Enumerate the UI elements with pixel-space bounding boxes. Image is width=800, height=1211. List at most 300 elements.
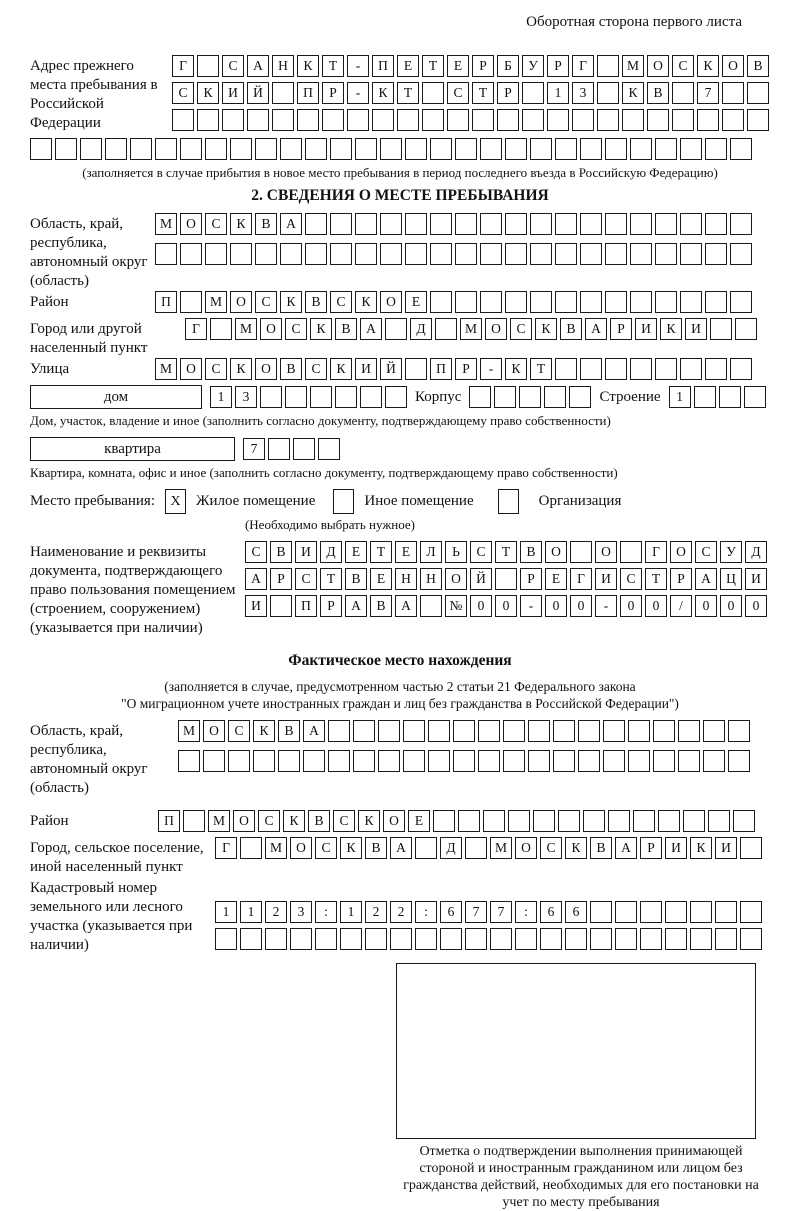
actual-city-block <box>30 837 770 877</box>
char-cell: У <box>720 541 742 563</box>
char-cell <box>385 386 407 408</box>
char-cell <box>590 901 612 923</box>
char-cell: О <box>383 810 405 832</box>
char-cell <box>605 291 627 313</box>
char-cell: А <box>303 720 325 742</box>
house-type-box: дом <box>30 385 202 409</box>
char-cell: П <box>158 810 180 832</box>
char-cell: С <box>470 541 492 563</box>
char-cell <box>672 109 694 131</box>
char-cell <box>580 213 602 235</box>
char-cell <box>505 213 527 235</box>
apartment-note: Квартира, комната, офис и иное (заполнить согласно документу, подтверждающему право собственности) <box>30 465 618 480</box>
char-cell: Е <box>397 55 419 77</box>
char-cell: Г <box>172 55 194 77</box>
char-cell: С <box>228 720 250 742</box>
char-cell: К <box>535 318 557 340</box>
char-cell <box>580 243 602 265</box>
char-cell <box>630 291 652 313</box>
char-cell <box>355 213 377 235</box>
actual-region-label: Область, край, республика, автономный округ (область) <box>30 723 148 796</box>
char-cell <box>197 109 219 131</box>
char-cell <box>380 213 402 235</box>
char-cell <box>522 82 544 104</box>
char-cell: : <box>515 901 537 923</box>
char-cell <box>247 109 269 131</box>
house-row <box>30 385 770 409</box>
char-cell: О <box>647 55 669 77</box>
char-cell <box>315 928 337 950</box>
char-cell <box>615 928 637 950</box>
char-cell: 1 <box>240 901 262 923</box>
char-cell: Й <box>247 82 269 104</box>
char-cell: - <box>347 55 369 77</box>
actual-city-label: Город, сельское поселение, иной населенный пункт <box>30 840 204 875</box>
char-cell <box>605 138 627 160</box>
char-cell <box>240 928 262 950</box>
document-row-3 <box>245 595 767 617</box>
stay-type-label: Место пребывания: <box>30 493 155 509</box>
char-cell <box>297 109 319 131</box>
char-cell: О <box>255 358 277 380</box>
house-note: Дом, участок, владение и иное (заполнить согласно документу, подтверждающему право собственности) <box>30 413 611 428</box>
char-cell: Р <box>520 568 542 590</box>
char-cell <box>455 243 477 265</box>
char-cell: М <box>460 318 482 340</box>
document-row-2 <box>245 568 767 590</box>
char-cell <box>453 750 475 772</box>
stroenie-cells <box>669 386 766 408</box>
char-cell <box>628 720 650 742</box>
korpus-label: Корпус <box>415 388 462 405</box>
section2-title: 2. СВЕДЕНИЯ О МЕСТЕ ПРЕБЫВАНИЯ <box>251 187 549 204</box>
char-cell: О <box>670 541 692 563</box>
char-cell: : <box>415 901 437 923</box>
region-row-1 <box>155 213 752 235</box>
char-cell <box>555 243 577 265</box>
char-cell <box>455 213 477 235</box>
char-cell <box>472 109 494 131</box>
char-cell <box>430 138 452 160</box>
district-label: Район <box>30 294 69 310</box>
char-cell: М <box>205 291 227 313</box>
char-cell: М <box>155 358 177 380</box>
char-cell: - <box>347 82 369 104</box>
char-cell <box>253 750 275 772</box>
char-cell <box>278 750 300 772</box>
char-cell: 0 <box>645 595 667 617</box>
char-cell: Т <box>530 358 552 380</box>
char-cell <box>655 291 677 313</box>
char-cell: Н <box>420 568 442 590</box>
char-cell: 6 <box>440 901 462 923</box>
cadastre-row-2 <box>215 928 762 950</box>
char-cell: 6 <box>565 901 587 923</box>
char-cell: К <box>310 318 332 340</box>
char-cell: Р <box>670 568 692 590</box>
char-cell: Р <box>320 595 342 617</box>
char-cell <box>740 928 762 950</box>
char-cell: Г <box>215 837 237 859</box>
char-cell <box>228 750 250 772</box>
char-cell <box>183 810 205 832</box>
char-cell <box>640 928 662 950</box>
char-cell: П <box>297 82 319 104</box>
char-cell: С <box>295 568 317 590</box>
char-cell <box>469 386 491 408</box>
char-cell <box>328 750 350 772</box>
char-cell <box>565 928 587 950</box>
char-cell: Е <box>405 291 427 313</box>
char-cell <box>705 291 727 313</box>
char-cell: - <box>595 595 617 617</box>
char-cell <box>180 138 202 160</box>
char-cell <box>603 750 625 772</box>
char-cell <box>458 810 480 832</box>
char-cell <box>478 720 500 742</box>
char-cell <box>655 243 677 265</box>
char-cell: О <box>230 291 252 313</box>
char-cell <box>583 810 605 832</box>
char-cell <box>603 720 625 742</box>
char-cell: Р <box>455 358 477 380</box>
char-cell <box>528 750 550 772</box>
char-cell <box>428 750 450 772</box>
char-cell <box>540 928 562 950</box>
char-cell: 2 <box>390 901 412 923</box>
char-cell: В <box>345 568 367 590</box>
char-cell <box>519 386 541 408</box>
char-cell <box>465 837 487 859</box>
char-cell: Р <box>472 55 494 77</box>
char-cell <box>272 109 294 131</box>
char-cell <box>570 541 592 563</box>
char-cell <box>483 810 505 832</box>
char-cell: 0 <box>620 595 642 617</box>
char-cell: К <box>230 358 252 380</box>
char-cell: 0 <box>720 595 742 617</box>
char-cell: К <box>505 358 527 380</box>
char-cell <box>347 109 369 131</box>
char-cell <box>340 928 362 950</box>
char-cell: Т <box>422 55 444 77</box>
char-cell: Е <box>370 568 392 590</box>
char-cell <box>435 318 457 340</box>
char-cell: Д <box>320 541 342 563</box>
char-cell <box>230 243 252 265</box>
char-cell: Е <box>545 568 567 590</box>
char-cell: С <box>333 810 355 832</box>
char-cell: М <box>155 213 177 235</box>
char-cell <box>353 720 375 742</box>
char-cell: В <box>520 541 542 563</box>
char-cell: С <box>447 82 469 104</box>
char-cell <box>272 82 294 104</box>
city-label: Город или другой населенный пункт <box>30 321 148 356</box>
prev-address-row-4 <box>30 138 770 160</box>
char-cell <box>555 138 577 160</box>
cadastre-row-1 <box>215 901 762 923</box>
char-cell <box>658 810 680 832</box>
char-cell: Т <box>397 82 419 104</box>
char-cell: Е <box>395 541 417 563</box>
char-cell <box>703 720 725 742</box>
char-cell <box>620 541 642 563</box>
actual-district-row <box>158 810 755 832</box>
char-cell <box>653 720 675 742</box>
char-cell <box>680 138 702 160</box>
char-cell: А <box>585 318 607 340</box>
char-cell: И <box>222 82 244 104</box>
char-cell <box>622 109 644 131</box>
char-cell: Г <box>572 55 594 77</box>
char-cell <box>530 138 552 160</box>
char-cell: Д <box>440 837 462 859</box>
prev-address-row-1 <box>172 55 769 77</box>
char-cell: Л <box>420 541 442 563</box>
residential-checkbox: X <box>165 489 186 514</box>
char-cell: - <box>520 595 542 617</box>
char-cell: И <box>665 837 687 859</box>
char-cell: К <box>253 720 275 742</box>
char-cell <box>222 109 244 131</box>
char-cell: А <box>615 837 637 859</box>
char-cell <box>580 138 602 160</box>
char-cell: О <box>595 541 617 563</box>
char-cell: И <box>245 595 267 617</box>
char-cell: Г <box>570 568 592 590</box>
char-cell: С <box>255 291 277 313</box>
char-cell <box>530 291 552 313</box>
char-cell <box>733 810 755 832</box>
char-cell: К <box>690 837 712 859</box>
char-cell <box>528 720 550 742</box>
char-cell: О <box>515 837 537 859</box>
char-cell: М <box>208 810 230 832</box>
char-cell: С <box>510 318 532 340</box>
street-block <box>30 358 770 385</box>
char-cell <box>730 291 752 313</box>
char-cell: А <box>247 55 269 77</box>
char-cell: Ь <box>445 541 467 563</box>
char-cell <box>30 138 52 160</box>
char-cell <box>328 720 350 742</box>
char-cell <box>747 82 769 104</box>
char-cell: Т <box>645 568 667 590</box>
char-cell: В <box>270 541 292 563</box>
char-cell <box>715 901 737 923</box>
char-cell <box>672 82 694 104</box>
cadastre-label: Кадастровый номер земельного или лесного участка (указывается при наличии) <box>30 880 193 953</box>
char-cell: Т <box>495 541 517 563</box>
char-cell: И <box>635 318 657 340</box>
char-cell <box>422 109 444 131</box>
char-cell: М <box>178 720 200 742</box>
char-cell <box>280 138 302 160</box>
region-label: Область, край, республика, автономный округ (область) <box>30 216 148 289</box>
char-cell <box>630 138 652 160</box>
char-cell: 3 <box>290 901 312 923</box>
char-cell <box>255 243 277 265</box>
char-cell: Ц <box>720 568 742 590</box>
actual-city-row <box>215 837 762 859</box>
char-cell <box>608 810 630 832</box>
char-cell <box>355 243 377 265</box>
actual-region-row-2 <box>178 750 750 772</box>
char-cell <box>440 928 462 950</box>
char-cell: К <box>297 55 319 77</box>
organization-option-label: Организация <box>538 493 622 509</box>
char-cell: В <box>370 595 392 617</box>
char-cell <box>405 213 427 235</box>
char-cell: 0 <box>570 595 592 617</box>
other-premises-checkbox <box>333 489 354 514</box>
char-cell <box>655 213 677 235</box>
char-cell <box>280 243 302 265</box>
char-cell <box>680 291 702 313</box>
char-cell: Р <box>640 837 662 859</box>
char-cell <box>530 213 552 235</box>
char-cell <box>722 82 744 104</box>
actual-location-note-1: (заполняется в случае, предусмотренном частью 2 статьи 21 Федерального закона <box>164 679 636 694</box>
char-cell: 0 <box>695 595 717 617</box>
char-cell <box>508 810 530 832</box>
char-cell <box>744 386 766 408</box>
char-cell <box>655 358 677 380</box>
char-cell <box>572 109 594 131</box>
char-cell <box>230 138 252 160</box>
char-cell: 6 <box>540 901 562 923</box>
char-cell <box>605 358 627 380</box>
char-cell: В <box>647 82 669 104</box>
char-cell: О <box>545 541 567 563</box>
char-cell: К <box>283 810 305 832</box>
char-cell <box>293 438 315 460</box>
char-cell: К <box>355 291 377 313</box>
char-cell: Т <box>322 55 344 77</box>
char-cell: Д <box>410 318 432 340</box>
char-cell: П <box>372 55 394 77</box>
char-cell <box>735 318 757 340</box>
char-cell <box>665 928 687 950</box>
residential-option-label: Жилое помещение <box>196 493 316 509</box>
char-cell: А <box>395 595 417 617</box>
char-cell <box>385 318 407 340</box>
char-cell <box>465 928 487 950</box>
char-cell <box>197 55 219 77</box>
char-cell <box>330 243 352 265</box>
char-cell <box>403 720 425 742</box>
region-row-2 <box>155 243 752 265</box>
char-cell <box>172 109 194 131</box>
char-cell: П <box>155 291 177 313</box>
char-cell: И <box>595 568 617 590</box>
char-cell: С <box>205 213 227 235</box>
char-cell <box>558 810 580 832</box>
char-cell: С <box>330 291 352 313</box>
char-cell <box>630 213 652 235</box>
char-cell <box>155 138 177 160</box>
char-cell <box>318 438 340 460</box>
char-cell <box>430 291 452 313</box>
char-cell: А <box>695 568 717 590</box>
char-cell: Г <box>645 541 667 563</box>
char-cell: О <box>290 837 312 859</box>
char-cell: В <box>255 213 277 235</box>
korpus-cells <box>469 386 591 408</box>
char-cell <box>647 109 669 131</box>
char-cell: 1 <box>669 386 691 408</box>
actual-region-row-1 <box>178 720 750 742</box>
char-cell <box>653 750 675 772</box>
prev-address-row-3 <box>172 109 769 131</box>
char-cell: А <box>345 595 367 617</box>
char-cell <box>335 386 357 408</box>
char-cell <box>569 386 591 408</box>
char-cell: У <box>522 55 544 77</box>
char-cell <box>130 138 152 160</box>
char-cell <box>555 213 577 235</box>
char-cell: К <box>330 358 352 380</box>
char-cell <box>694 386 716 408</box>
char-cell: П <box>430 358 452 380</box>
confirmation-caption: Отметка о подтверждении выполнения принимающей стороной и иностранным гражданином или лицом без гражданства действий, необходимых для его постановки на учет по месту пребывания <box>403 1144 759 1210</box>
char-cell <box>678 750 700 772</box>
char-cell <box>255 138 277 160</box>
char-cell <box>547 109 569 131</box>
char-cell: В <box>280 358 302 380</box>
actual-district-label: Район <box>30 813 69 829</box>
char-cell: К <box>230 213 252 235</box>
char-cell <box>728 750 750 772</box>
char-cell: С <box>222 55 244 77</box>
char-cell: С <box>315 837 337 859</box>
char-cell <box>705 213 727 235</box>
char-cell <box>155 243 177 265</box>
char-cell <box>740 901 762 923</box>
char-cell: С <box>540 837 562 859</box>
char-cell <box>430 243 452 265</box>
char-cell: 1 <box>210 386 232 408</box>
char-cell <box>268 438 290 460</box>
char-cell: М <box>265 837 287 859</box>
street-label: Улица <box>30 361 70 377</box>
char-cell <box>403 750 425 772</box>
char-cell: В <box>335 318 357 340</box>
char-cell: В <box>365 837 387 859</box>
char-cell: А <box>280 213 302 235</box>
char-cell <box>420 595 442 617</box>
char-cell: К <box>622 82 644 104</box>
char-cell <box>747 109 769 131</box>
char-cell: Р <box>270 568 292 590</box>
cadastre-block <box>30 877 770 955</box>
char-cell <box>697 109 719 131</box>
char-cell <box>722 109 744 131</box>
char-cell <box>533 810 555 832</box>
char-cell: К <box>358 810 380 832</box>
char-cell <box>522 109 544 131</box>
char-cell <box>530 243 552 265</box>
char-cell <box>640 901 662 923</box>
confirmation-stamp-box <box>396 963 756 1139</box>
char-cell <box>590 928 612 950</box>
apartment-type-box: квартира <box>30 437 235 461</box>
char-cell: Й <box>380 358 402 380</box>
char-cell <box>715 928 737 950</box>
char-cell: С <box>672 55 694 77</box>
char-cell <box>390 928 412 950</box>
